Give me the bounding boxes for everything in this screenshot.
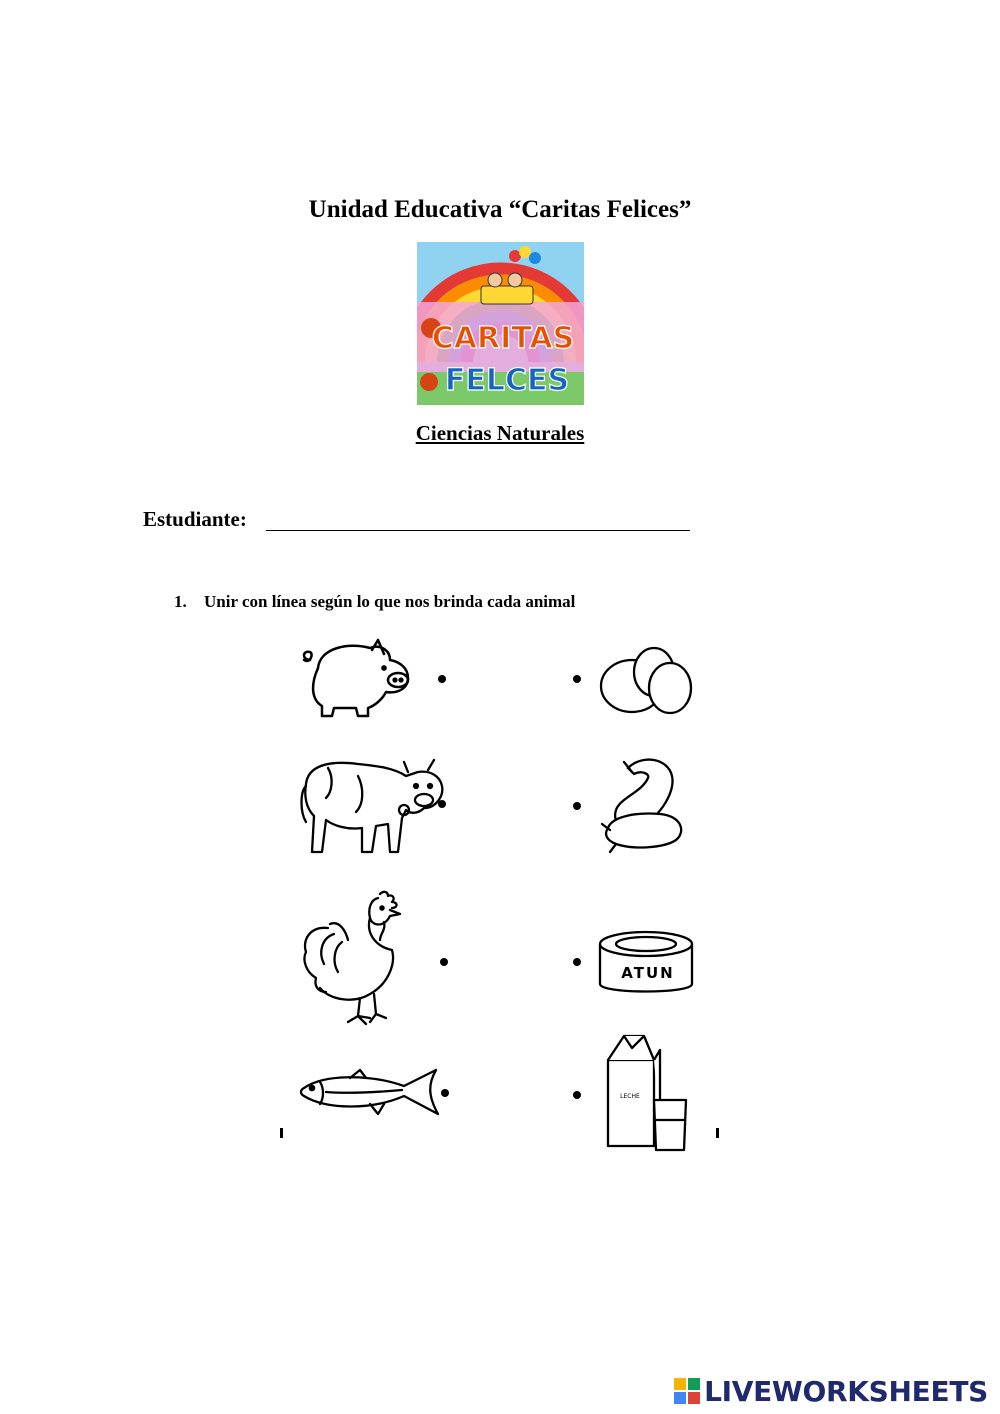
exercise-number: 1.	[174, 592, 187, 611]
cow-match-dot[interactable]	[438, 800, 446, 808]
exercise-instruction	[174, 592, 575, 612]
pig-match-dot[interactable]	[438, 675, 446, 683]
liveworksheets-wordmark: LIVEWORKSHEETS	[704, 1374, 988, 1408]
instruction-text: Unir con línea según lo que nos brinda cada animal	[204, 592, 576, 611]
rooster-image	[300, 888, 408, 1032]
school-title: Unidad Educativa “Caritas Felices”	[308, 196, 692, 223]
sausages-image	[598, 752, 690, 858]
milk-image	[604, 1032, 692, 1154]
student-label: Estudiante:	[143, 507, 247, 531]
rooster-match-dot[interactable]	[440, 958, 448, 966]
cow-image	[298, 752, 448, 860]
subject-heading: Ciencias Naturales	[415, 421, 585, 445]
milk-match-dot[interactable]	[573, 1091, 581, 1099]
fish-match-dot[interactable]	[441, 1089, 449, 1097]
tuna-can-label: ATUN	[621, 964, 675, 982]
eggs-image	[596, 644, 696, 716]
eggs-match-dot[interactable]	[573, 675, 581, 683]
liveworksheets-brand	[674, 1371, 988, 1411]
scan-mark-left	[280, 1128, 283, 1138]
scan-mark-right	[716, 1128, 719, 1138]
tuna-can-image	[596, 928, 696, 1000]
milk-label: LECHE	[620, 1093, 640, 1100]
pig-image	[298, 636, 416, 722]
tuna-match-dot[interactable]	[573, 958, 581, 966]
sausages-match-dot[interactable]	[573, 802, 581, 810]
school-logo	[417, 242, 584, 405]
fish-image	[296, 1066, 446, 1128]
logo-word-felces: FELCES	[444, 363, 570, 398]
student-name-line[interactable]	[266, 530, 690, 531]
liveworksheets-logo-icon	[674, 1378, 700, 1404]
logo-word-caritas: CARITAS	[431, 321, 575, 356]
